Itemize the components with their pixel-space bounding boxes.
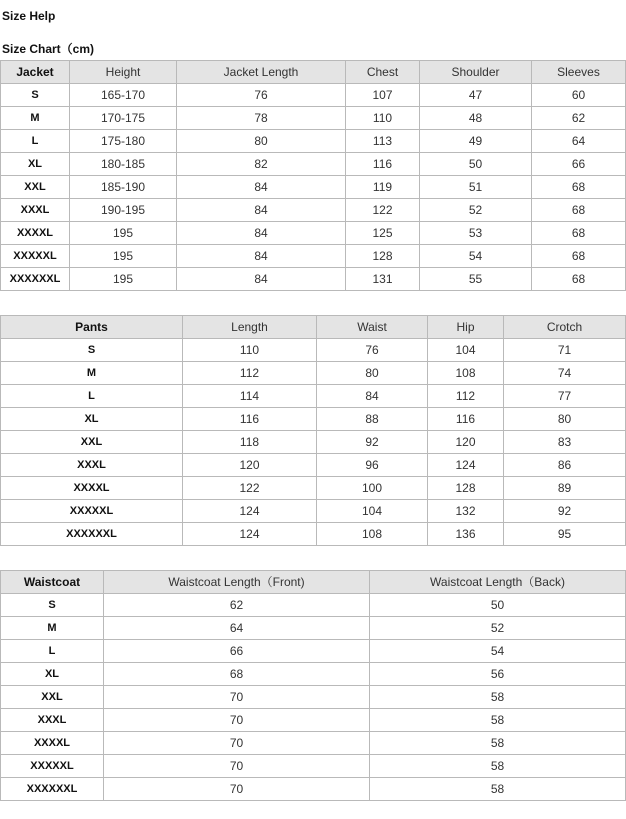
waistcoat-column-header: Waistcoat Length（Front)	[104, 571, 370, 594]
size-label-cell: L	[1, 130, 70, 153]
size-label-cell: XXXXXXL	[1, 778, 104, 801]
table-row	[1, 755, 626, 778]
size-label-cell: XXXXXXL	[1, 268, 70, 291]
measurement-cell: 48	[420, 107, 532, 130]
table-row	[1, 778, 626, 801]
size-label-cell: XXXL	[1, 199, 70, 222]
jacket-column-header: Sleeves	[532, 61, 626, 84]
measurement-cell: 96	[317, 454, 428, 477]
measurement-cell: 58	[370, 709, 626, 732]
measurement-cell: 66	[532, 153, 626, 176]
jacket-column-header: Jacket	[1, 61, 70, 84]
size-label-cell: M	[1, 362, 183, 385]
size-label-cell: M	[1, 617, 104, 640]
size-label-cell: XXXXL	[1, 477, 183, 500]
size-label-cell: XXXXL	[1, 732, 104, 755]
measurement-cell: 122	[346, 199, 420, 222]
waistcoat-header-row	[1, 571, 626, 594]
size-label-cell: XL	[1, 408, 183, 431]
measurement-cell: 53	[420, 222, 532, 245]
measurement-cell: 54	[370, 640, 626, 663]
table-row	[1, 663, 626, 686]
measurement-cell: 80	[317, 362, 428, 385]
measurement-cell: 64	[532, 130, 626, 153]
table-row	[1, 732, 626, 755]
table-row	[1, 594, 626, 617]
measurement-cell: 116	[183, 408, 317, 431]
measurement-cell: 165-170	[70, 84, 177, 107]
measurement-cell: 124	[428, 454, 504, 477]
measurement-cell: 128	[346, 245, 420, 268]
measurement-cell: 60	[532, 84, 626, 107]
measurement-cell: 110	[346, 107, 420, 130]
measurement-cell: 80	[504, 408, 626, 431]
measurement-cell: 125	[346, 222, 420, 245]
table-row	[1, 84, 626, 107]
measurement-cell: 122	[183, 477, 317, 500]
waistcoat-size-table	[0, 570, 626, 801]
jacket-header-row	[1, 61, 626, 84]
measurement-cell: 95	[504, 523, 626, 546]
measurement-cell: 70	[104, 709, 370, 732]
measurement-cell: 136	[428, 523, 504, 546]
measurement-cell: 84	[317, 385, 428, 408]
waistcoat-column-header: Waistcoat	[1, 571, 104, 594]
measurement-cell: 104	[428, 339, 504, 362]
pants-column-header: Length	[183, 316, 317, 339]
size-label-cell: XXXL	[1, 709, 104, 732]
measurement-cell: 62	[532, 107, 626, 130]
measurement-cell: 58	[370, 732, 626, 755]
measurement-cell: 175-180	[70, 130, 177, 153]
pants-header-row	[1, 316, 626, 339]
measurement-cell: 47	[420, 84, 532, 107]
measurement-cell: 110	[183, 339, 317, 362]
pants-column-header: Crotch	[504, 316, 626, 339]
size-label-cell: XL	[1, 663, 104, 686]
measurement-cell: 70	[104, 778, 370, 801]
measurement-cell: 180-185	[70, 153, 177, 176]
table-row	[1, 268, 626, 291]
table-row	[1, 339, 626, 362]
size-label-cell: XXXXXL	[1, 500, 183, 523]
measurement-cell: 112	[428, 385, 504, 408]
size-label-cell: XXXXXXL	[1, 523, 183, 546]
pants-column-header: Hip	[428, 316, 504, 339]
size-label-cell: XL	[1, 153, 70, 176]
measurement-cell: 116	[428, 408, 504, 431]
measurement-cell: 77	[504, 385, 626, 408]
table-row	[1, 153, 626, 176]
measurement-cell: 132	[428, 500, 504, 523]
table-row	[1, 362, 626, 385]
measurement-cell: 70	[104, 755, 370, 778]
measurement-cell: 104	[317, 500, 428, 523]
measurement-cell: 84	[177, 222, 346, 245]
measurement-cell: 195	[70, 245, 177, 268]
waistcoat-column-header: Waistcoat Length（Back)	[370, 571, 626, 594]
measurement-cell: 86	[504, 454, 626, 477]
measurement-cell: 92	[317, 431, 428, 454]
measurement-cell: 84	[177, 176, 346, 199]
table-row	[1, 176, 626, 199]
measurement-cell: 56	[370, 663, 626, 686]
measurement-cell: 58	[370, 686, 626, 709]
table-row	[1, 222, 626, 245]
measurement-cell: 50	[370, 594, 626, 617]
size-label-cell: S	[1, 84, 70, 107]
measurement-cell: 68	[532, 176, 626, 199]
measurement-cell: 82	[177, 153, 346, 176]
measurement-cell: 113	[346, 130, 420, 153]
measurement-cell: 84	[177, 199, 346, 222]
measurement-cell: 195	[70, 222, 177, 245]
table-row	[1, 617, 626, 640]
size-label-cell: M	[1, 107, 70, 130]
size-label-cell: S	[1, 594, 104, 617]
measurement-cell: 70	[104, 732, 370, 755]
measurement-cell: 68	[532, 199, 626, 222]
table-row	[1, 454, 626, 477]
measurement-cell: 58	[370, 755, 626, 778]
table-row	[1, 408, 626, 431]
measurement-cell: 49	[420, 130, 532, 153]
jacket-column-header: Jacket Length	[177, 61, 346, 84]
measurement-cell: 116	[346, 153, 420, 176]
measurement-cell: 68	[532, 245, 626, 268]
measurement-cell: 84	[177, 268, 346, 291]
measurement-cell: 120	[183, 454, 317, 477]
measurement-cell: 71	[504, 339, 626, 362]
measurement-cell: 66	[104, 640, 370, 663]
measurement-cell: 58	[370, 778, 626, 801]
measurement-cell: 119	[346, 176, 420, 199]
measurement-cell: 54	[420, 245, 532, 268]
table-row	[1, 199, 626, 222]
measurement-cell: 55	[420, 268, 532, 291]
table-row	[1, 500, 626, 523]
pants-size-table	[0, 315, 626, 546]
measurement-cell: 50	[420, 153, 532, 176]
size-label-cell: XXXXL	[1, 222, 70, 245]
measurement-cell: 68	[532, 268, 626, 291]
measurement-cell: 70	[104, 686, 370, 709]
measurement-cell: 195	[70, 268, 177, 291]
table-row	[1, 431, 626, 454]
size-label-cell: XXL	[1, 176, 70, 199]
table-row	[1, 130, 626, 153]
measurement-cell: 108	[317, 523, 428, 546]
size-label-cell: XXL	[1, 686, 104, 709]
measurement-cell: 68	[532, 222, 626, 245]
measurement-cell: 100	[317, 477, 428, 500]
size-label-cell: L	[1, 640, 104, 663]
measurement-cell: 88	[317, 408, 428, 431]
size-label-cell: XXL	[1, 431, 183, 454]
pants-column-header: Pants	[1, 316, 183, 339]
measurement-cell: 76	[177, 84, 346, 107]
measurement-cell: 76	[317, 339, 428, 362]
jacket-column-header: Shoulder	[420, 61, 532, 84]
table-row	[1, 686, 626, 709]
size-label-cell: XXXXXL	[1, 755, 104, 778]
size-label-cell: XXXXXL	[1, 245, 70, 268]
size-help-heading: Size Help	[2, 9, 56, 23]
measurement-cell: 68	[104, 663, 370, 686]
measurement-cell: 118	[183, 431, 317, 454]
table-row	[1, 477, 626, 500]
table-row	[1, 385, 626, 408]
measurement-cell: 84	[177, 245, 346, 268]
measurement-cell: 51	[420, 176, 532, 199]
measurement-cell: 74	[504, 362, 626, 385]
table-row	[1, 107, 626, 130]
measurement-cell: 131	[346, 268, 420, 291]
measurement-cell: 92	[504, 500, 626, 523]
size-label-cell: S	[1, 339, 183, 362]
measurement-cell: 83	[504, 431, 626, 454]
measurement-cell: 62	[104, 594, 370, 617]
measurement-cell: 89	[504, 477, 626, 500]
measurement-cell: 128	[428, 477, 504, 500]
measurement-cell: 52	[370, 617, 626, 640]
measurement-cell: 108	[428, 362, 504, 385]
table-row	[1, 640, 626, 663]
measurement-cell: 107	[346, 84, 420, 107]
measurement-cell: 185-190	[70, 176, 177, 199]
measurement-cell: 124	[183, 500, 317, 523]
size-label-cell: L	[1, 385, 183, 408]
measurement-cell: 112	[183, 362, 317, 385]
jacket-column-header: Chest	[346, 61, 420, 84]
pants-column-header: Waist	[317, 316, 428, 339]
measurement-cell: 64	[104, 617, 370, 640]
measurement-cell: 78	[177, 107, 346, 130]
measurement-cell: 120	[428, 431, 504, 454]
table-row	[1, 245, 626, 268]
measurement-cell: 124	[183, 523, 317, 546]
table-row	[1, 523, 626, 546]
jacket-size-table	[0, 60, 626, 291]
size-label-cell: XXXL	[1, 454, 183, 477]
measurement-cell: 114	[183, 385, 317, 408]
measurement-cell: 52	[420, 199, 532, 222]
size-chart-heading: Size Chart（cm)	[2, 42, 95, 56]
measurement-cell: 170-175	[70, 107, 177, 130]
measurement-cell: 190-195	[70, 199, 177, 222]
measurement-cell: 80	[177, 130, 346, 153]
table-row	[1, 709, 626, 732]
jacket-column-header: Height	[70, 61, 177, 84]
